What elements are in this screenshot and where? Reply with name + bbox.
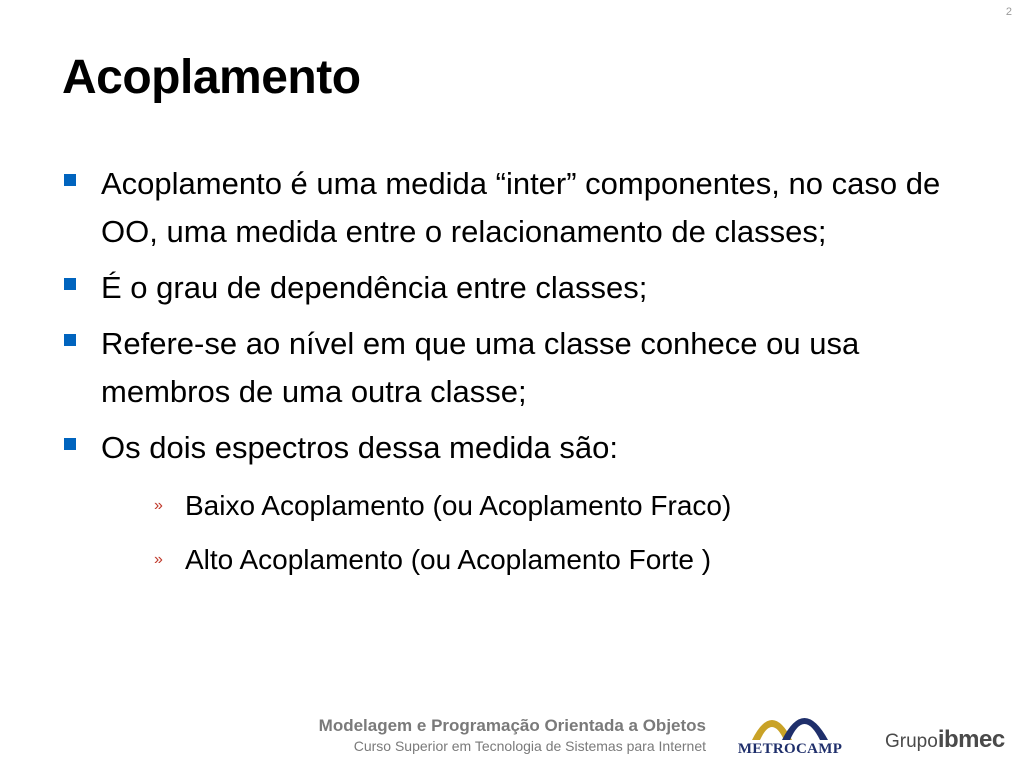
metrocamp-wordmark: METROCAMP <box>737 741 843 757</box>
grupo-label: Grupo <box>885 731 938 752</box>
double-chevron-icon: » <box>154 497 163 514</box>
sub-bullet-item <box>101 540 982 580</box>
ibmec-brand: ibmec <box>937 726 1005 753</box>
bullet-text: Acoplamento é uma medida “inter” componentes, no caso de OO, uma medida entre o relacionamento de classes; <box>101 166 941 249</box>
bullet-text: Refere-se ao nível em que uma classe conhece ou usa membros de uma outra classe; <box>101 326 860 409</box>
grupo-ibmec-logo <box>885 726 1005 754</box>
square-bullet-icon <box>64 438 76 450</box>
page-number: 2 <box>1005 6 1012 18</box>
footer-course-info <box>319 716 706 756</box>
double-chevron-icon: » <box>154 551 163 568</box>
metrocamp-arches-icon <box>734 698 846 742</box>
bullet-item <box>62 320 982 416</box>
square-bullet-icon <box>64 278 76 290</box>
bullet-text: Os dois espectros dessa medida são: <box>101 430 618 465</box>
bullet-item <box>62 264 982 312</box>
sub-bullet-list <box>101 486 982 580</box>
square-bullet-icon <box>64 174 76 186</box>
bullet-list <box>62 160 982 588</box>
square-bullet-icon <box>64 334 76 346</box>
bullet-item <box>62 160 982 256</box>
bullet-text: É o grau de dependência entre classes; <box>101 270 648 305</box>
sub-bullet-text: Baixo Acoplamento (ou Acoplamento Fraco) <box>185 490 732 521</box>
bullet-item <box>62 424 982 580</box>
footer-course-title: Modelagem e Programação Orientada a Objetos <box>318 716 706 735</box>
footer-course-subtitle: Curso Superior em Tecnologia de Sistemas para Internet <box>353 738 706 754</box>
sub-bullet-item <box>101 486 982 526</box>
metrocamp-logo <box>734 698 846 758</box>
slide-title: Acoplamento <box>62 51 361 104</box>
sub-bullet-text: Alto Acoplamento (ou Acoplamento Forte ) <box>185 544 712 575</box>
